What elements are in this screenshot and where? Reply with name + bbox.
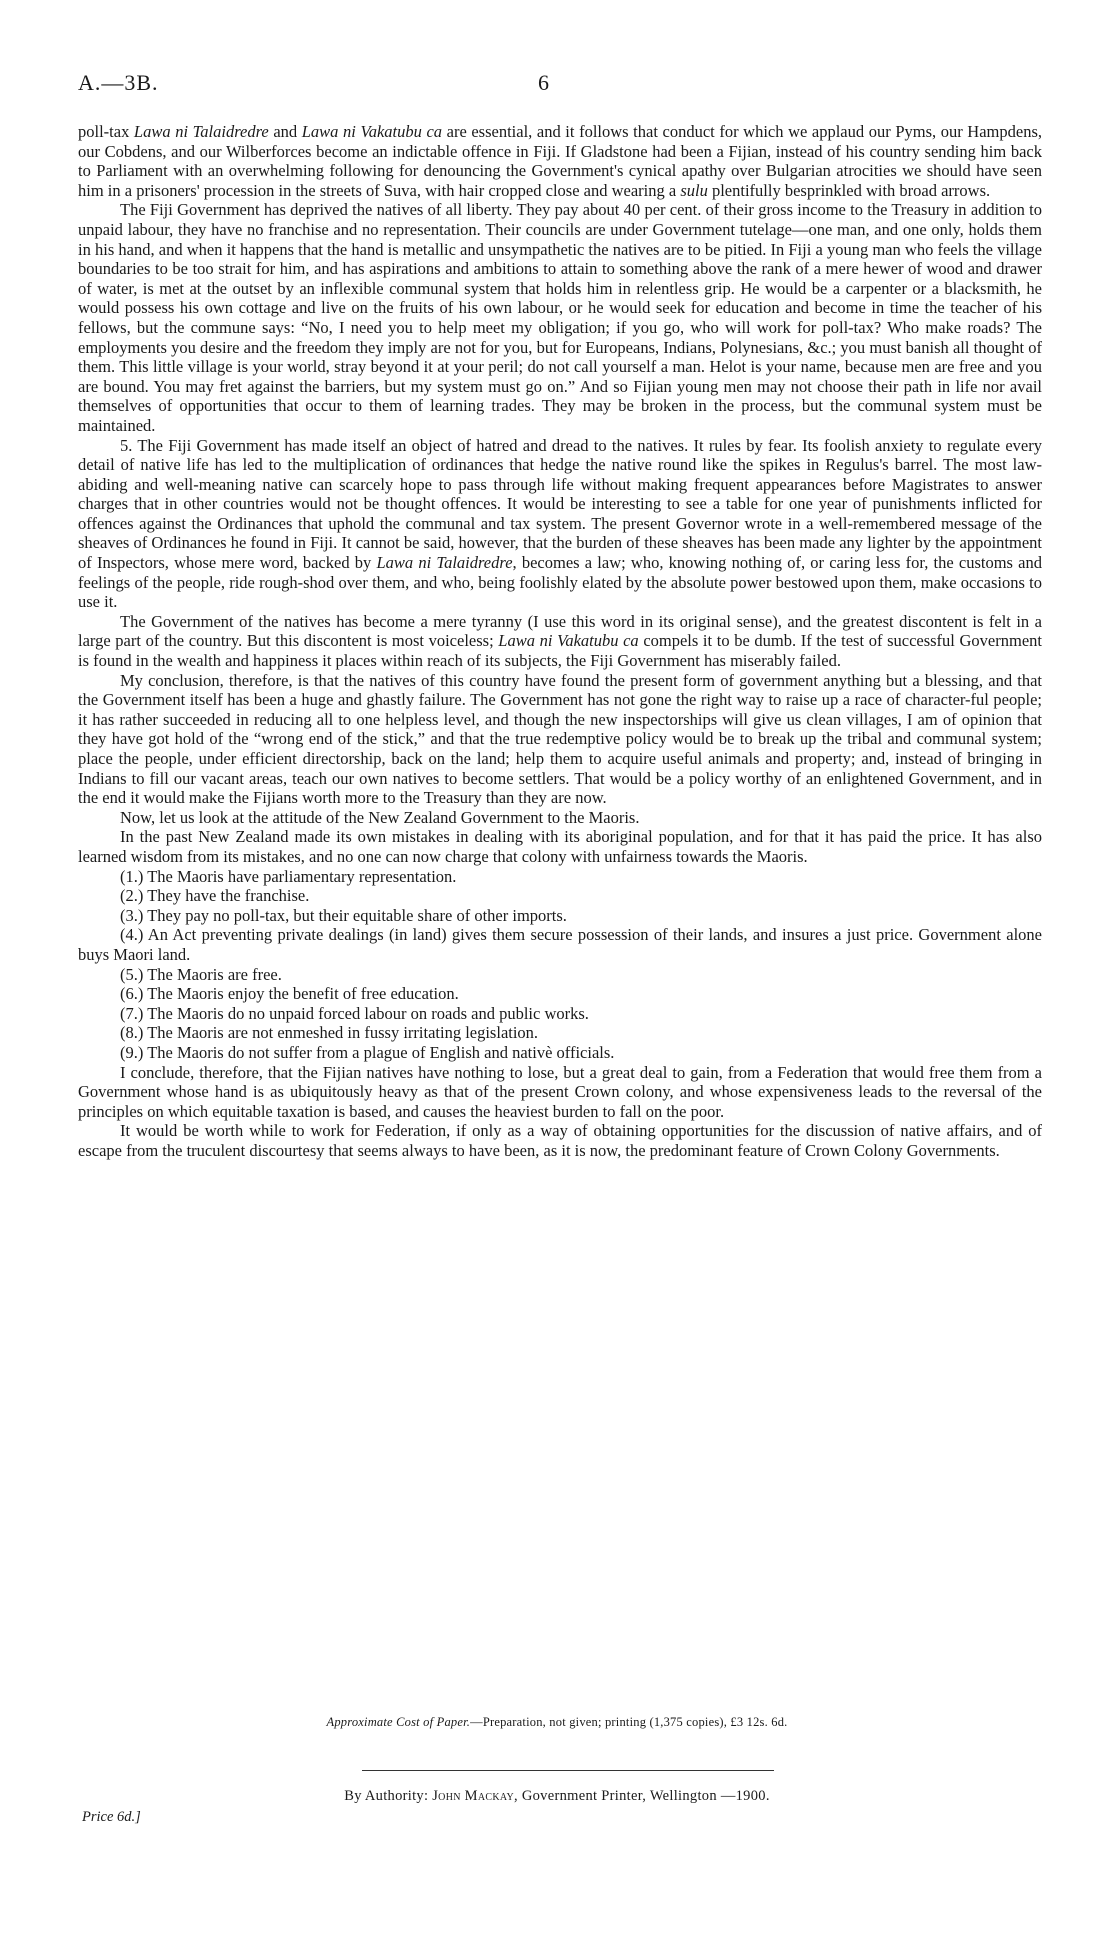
text-run: Now, let us look at the attitude of the New Zealand Government to the Maoris. [120, 807, 640, 827]
text-run: (7.) The Maoris do no unpaid forced labour on roads and public works. [120, 1003, 589, 1023]
text-run: (6.) The Maoris enjoy the benefit of free education. [120, 984, 459, 1004]
text-run: I conclude, therefore, that the Fijian natives have nothing to lose, but a great deal to gain, from a Federation that would free them from a Government whose hand is as ubiquitously heavy as that of the present Crown colony, and whose expensiveness leads to the reversal of the principles on which equitable taxation is based, and causes the heaviest burden to fall on the poor. [78, 1062, 1042, 1121]
text-run: (9.) The Maoris do not suffer from a plague of English and nativè officials. [120, 1042, 615, 1062]
text-run: It would be worth while to work for Federation, if only as a way of obtaining opportunities for the discussion of native affairs, and of escape from the truculent discourtesy that seems always to have been, as it is now, the predominant feature of Crown Colony Governments. [78, 1121, 1042, 1160]
italic-term: Lawa ni Vakatubu ca [498, 631, 639, 651]
list-item [78, 984, 1042, 1004]
page-header [78, 70, 1042, 102]
page-number: 6 [538, 70, 549, 95]
text-run: and [268, 122, 302, 141]
text-run: (5.) The Maoris are free. [120, 964, 282, 984]
body-text [78, 122, 1042, 1160]
paragraph [78, 122, 1042, 200]
text-run: In the past New Zealand made its own mistakes in dealing with its aboriginal population, and for that it has paid the price. It has also learned wisdom from its mistakes, and no one can now charge that colony with unfairness towards the Maoris. [78, 827, 1042, 866]
printer-authority [0, 1788, 1114, 1805]
list-item [78, 1023, 1042, 1043]
text-run: (8.) The Maoris are not enmeshed in fussy irritating legislation. [120, 1023, 539, 1043]
text-run: (3.) They pay no poll-tax, but their equitable share of other imports. [120, 905, 567, 925]
text-run: plentifully besprinkled with broad arrows. [707, 180, 991, 200]
paragraph [78, 612, 1042, 671]
text-run: compels it to be dumb. If the test of successful Government is found in the wealth and happiness it places within reach of its subjects, the Fiji Government has miserably failed. [78, 631, 1042, 671]
list-item [78, 925, 1042, 964]
text-run: (2.) They have the franchise. [120, 886, 310, 906]
printer-name: John Mackay [432, 1788, 514, 1804]
cost-text: —Preparation, not given; printing (1,375 copies), £3 12s. 6d. [470, 1715, 788, 1729]
italic-term: sulu [680, 180, 708, 200]
list-item [78, 1004, 1042, 1024]
italic-term: Lawa ni Talaidredre [133, 122, 269, 141]
paragraph [78, 1063, 1042, 1122]
text-run: (1.) The Maoris have parliamentary representation. [120, 866, 457, 886]
price-note: Price 6d.] [82, 1809, 141, 1825]
document-reference: A.—3B. [78, 70, 159, 95]
list-item [78, 867, 1042, 887]
text-run: are essential, and it follows that conduct for which we applaud our Pyms, our Hampdens, our Cobdens, and our Wilberforces become an indictable offence in Fiji. If Gladstone had been a Fijian, instead of his country sending him back to Parliament with an overwhelming following for denouncing the Government's cynical apathy over Bulgarian atrocities we should have seen him in a prisoners' procession in the streets of Suva, with hair cropped close and wearing a [78, 122, 1042, 200]
text-run: The Government of the natives has become a mere tyranny (I use this word in its original sense), and the greatest discontent is felt in a large part of the country. But this discontent is most voiceless; [78, 611, 1042, 651]
text-run: My conclusion, therefore, is that the natives of this country have found the present form of government anything but a blessing, and that the Government itself has been a huge and ghastly failure. The Government has not gone the right way to raise up a race of character-ful people; it has rather succeeded in reducing all to one helpless level, and though the new inspectorships will give us clean villages, I am of opinion that they have got hold of the “wrong end of the stick,” and that the true redemptive policy would be to break up the tribal and communal system; place the people, under efficient directorship, back on the land; help them to acquire useful animals and property; and, instead of bringing in Indians to fill our vacant areas, teach our own natives to become settlers. That would be a policy worthy of an enlightened Government, and in the end it would make the Fijians worth more to the Treasury than they are now. [78, 670, 1042, 808]
paragraph [78, 200, 1042, 435]
paragraph [78, 436, 1042, 612]
list-item [78, 886, 1042, 906]
italic-term: Lawa ni Vakatubu ca [301, 122, 443, 141]
list-item [78, 965, 1042, 985]
paragraph [78, 827, 1042, 866]
list-item [78, 1043, 1042, 1063]
text-run: poll-tax [78, 122, 134, 141]
paragraph [78, 671, 1042, 808]
text-run: 5. The Fiji Government has made itself an object of hatred and dread to the natives. It rules by fear. Its foolish anxiety to regulate every detail of native life has led to the multiplication of ordinances that hedge the native round like the spikes in Regulus's barrel. The most law-abiding and well-meaning native can scarcely hope to pass through life without making frequent appearances before Magistrates to answer charges that in other countries would not be thought offences. It would be interesting to see a table for one year of punishments inflicted for offences against the Ordinances that uphold the communal and tax system. The present Governor wrote in a well-remembered message of the sheaves of Ordinances he found in Fiji. It cannot be said, however, that the burden of these sheaves has been made any lighter by the appointment of Inspectors, whose mere word, backed by [78, 435, 1042, 573]
cost-of-paper [0, 1715, 1114, 1730]
authority-suffix: , Government Printer, Wellington —1900. [514, 1788, 770, 1804]
paragraph [78, 1121, 1042, 1160]
text-run: , becomes a law; who, knowing nothing of, or caring less for, the customs and feelings of the people, ride rough-shod over them, and who, being foolishly elated by the absolute power bestowed upon them, make occasions to use it. [78, 553, 1042, 612]
text-run: The Fiji Government has deprived the natives of all liberty. They pay about 40 per cent. of their gross income to the Treasury in addition to unpaid labour, they have no franchise and no representation. Their councils are under Government tutelage—one man, and one only, holds them in his hand, and when it happens that the hand is metallic and unsympathetic the natives are to be pitied. In Fiji a young man who feels the village boundaries to be too strait for him, and has aspirations and ambitions to attain to something above the rank of a mere hewer of wood and drawer of water, is met at the outset by an inflexible communal system that holds him in relentless grip. He would be a carpenter or a blacksmith, he would possess his own cottage and live on the fruits of his own labour, or he would seek for education and become in time the teacher of his fellows, but the commune says: “No, I need you to help meet my obligation; if you go, who will work for poll-tax? Who make roads? The employments you desire and the freedom they imply are not for you, but for Europeans, Indians, Polynesians, &c.; you must banish all thought of them. This little village is your world, stray beyond it at your peril; do not call yourself a man. Helot is your name, because men are free and you are bound. You may fret against the barriers, but my system must go on.” And so Fijian young men may not choose their path in life nor avail themselves of opportunities that occur to them of learning trades. They may be broken in the process, but the communal system must be maintained. [78, 200, 1042, 435]
cost-label: Approximate Cost of Paper. [326, 1715, 471, 1729]
footer-divider [362, 1770, 774, 1771]
paragraph [78, 808, 1042, 828]
list-item [78, 906, 1042, 926]
text-run: (4.) An Act preventing private dealings (in land) gives them secure possession of their lands, and insures a just price. Government alone buys Maori land. [78, 925, 1042, 964]
italic-term: Lawa ni Talaidredre [376, 553, 513, 573]
authority-prefix: By Authority: [344, 1788, 433, 1804]
